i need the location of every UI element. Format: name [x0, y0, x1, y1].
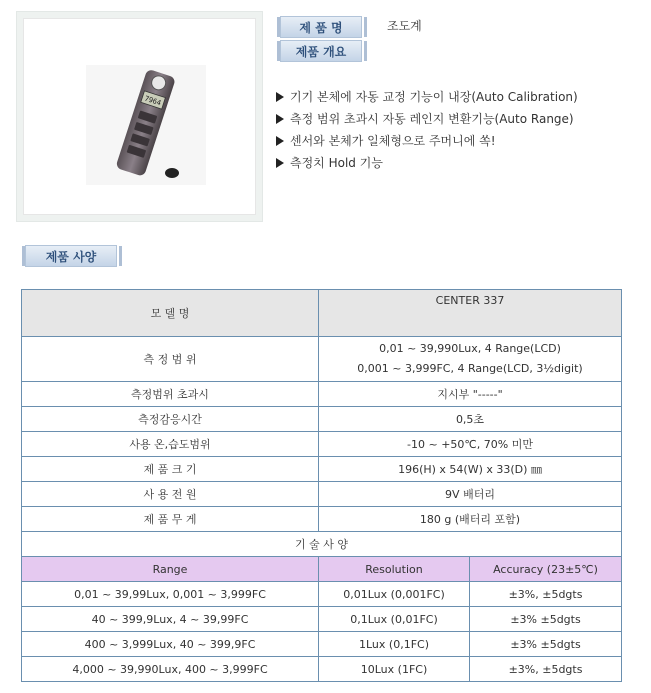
table-cell: ±3%, ±5dgts	[470, 657, 622, 682]
column-header-accuracy: Accuracy (23±5℃)	[470, 557, 622, 582]
spec-label: 측 정 범 위	[22, 337, 319, 382]
spec-label: 제 품 무 게	[22, 507, 319, 532]
light-meter-illustration	[86, 65, 206, 185]
table-cell: ±3% ±5dgts	[470, 607, 622, 632]
table-cell: 10Lux (1FC)	[319, 657, 470, 682]
spec-table	[21, 289, 622, 682]
table-cell: 400 ~ 3,999Lux, 40 ~ 399,9FC	[22, 632, 319, 657]
spec-value	[319, 337, 622, 382]
spec-section-label	[22, 245, 122, 267]
spec-label: 모 델 명	[22, 290, 319, 337]
spec-value: 0,5초	[319, 407, 622, 432]
table-row	[22, 657, 622, 682]
table-cell: 0,01 ~ 39,99Lux, 0,001 ~ 3,999FC	[22, 582, 319, 607]
feature-item: 센서와 본체가 일체형으로 주머니에 쏙!	[276, 130, 578, 152]
spec-section-label-text: 제품 사양	[25, 245, 117, 267]
table-row	[22, 582, 622, 607]
feature-item: 기기 본체에 자동 교정 기능이 내장(Auto Calibration)	[276, 86, 578, 108]
spec-value: -10 ~ +50℃, 70% 미만	[319, 432, 622, 457]
table-row	[22, 432, 622, 457]
sensor-cap	[165, 168, 179, 178]
table-row	[22, 482, 622, 507]
spec-label: 제 품 크 기	[22, 457, 319, 482]
table-cell: ±3% ±5dgts	[470, 632, 622, 657]
table-cell: 0,1Lux (0,01FC)	[319, 607, 470, 632]
table-row	[22, 382, 622, 407]
column-header-resolution: Resolution	[319, 557, 470, 582]
spec-label: 사 용 전 원	[22, 482, 319, 507]
feature-list	[276, 86, 578, 174]
product-name-label-text: 제 품 명	[280, 16, 362, 38]
spec-value: 196(H) x 54(W) x 33(D) ㎜	[319, 457, 622, 482]
range-fc: 0,001 ~ 3,999FC, 4 Range(LCD, 3½digit)	[357, 362, 583, 375]
table-header-row	[22, 557, 622, 582]
tech-spec-title: 기 술 사 양	[22, 532, 622, 557]
table-row	[22, 337, 622, 382]
spec-value: 지시부 "-----"	[319, 382, 622, 407]
product-image-frame	[16, 11, 263, 222]
feature-item: 측정 범위 초과시 자동 레인지 변환기능(Auto Range)	[276, 108, 578, 130]
arrow-icon	[276, 158, 284, 168]
product-image	[23, 18, 256, 215]
table-cell: ±3%, ±5dgts	[470, 582, 622, 607]
product-name-label	[277, 16, 367, 38]
table-row	[22, 507, 622, 532]
arrow-icon	[276, 114, 284, 124]
feature-item: 측정치 Hold 기능	[276, 152, 578, 174]
range-lux: 0,01 ~ 39,990Lux, 4 Range(LCD)	[379, 342, 561, 355]
lcd-reading: 7964	[143, 94, 163, 108]
table-row	[22, 407, 622, 432]
arrow-icon	[276, 136, 284, 146]
spec-value: CENTER 337	[319, 290, 622, 337]
arrow-icon	[276, 92, 284, 102]
column-header-range: Range	[22, 557, 319, 582]
table-row	[22, 532, 622, 557]
product-overview-label	[277, 40, 367, 62]
table-cell: 1Lux (0,1FC)	[319, 632, 470, 657]
table-cell: 40 ~ 399,9Lux, 4 ~ 39,99FC	[22, 607, 319, 632]
spec-value: 180 g (배터리 포함)	[319, 507, 622, 532]
spec-label: 측정감응시간	[22, 407, 319, 432]
table-row	[22, 290, 622, 337]
table-row	[22, 457, 622, 482]
spec-label: 사용 온,습도범위	[22, 432, 319, 457]
table-row	[22, 632, 622, 657]
table-cell: 0,01Lux (0,001FC)	[319, 582, 470, 607]
table-row	[22, 607, 622, 632]
spec-label: 측정범위 초과시	[22, 382, 319, 407]
spec-value: 9V 배터리	[319, 482, 622, 507]
table-cell: 4,000 ~ 39,990Lux, 400 ~ 3,999FC	[22, 657, 319, 682]
product-name-value: 조도계	[387, 19, 422, 33]
product-overview-label-text: 제품 개요	[280, 40, 362, 62]
